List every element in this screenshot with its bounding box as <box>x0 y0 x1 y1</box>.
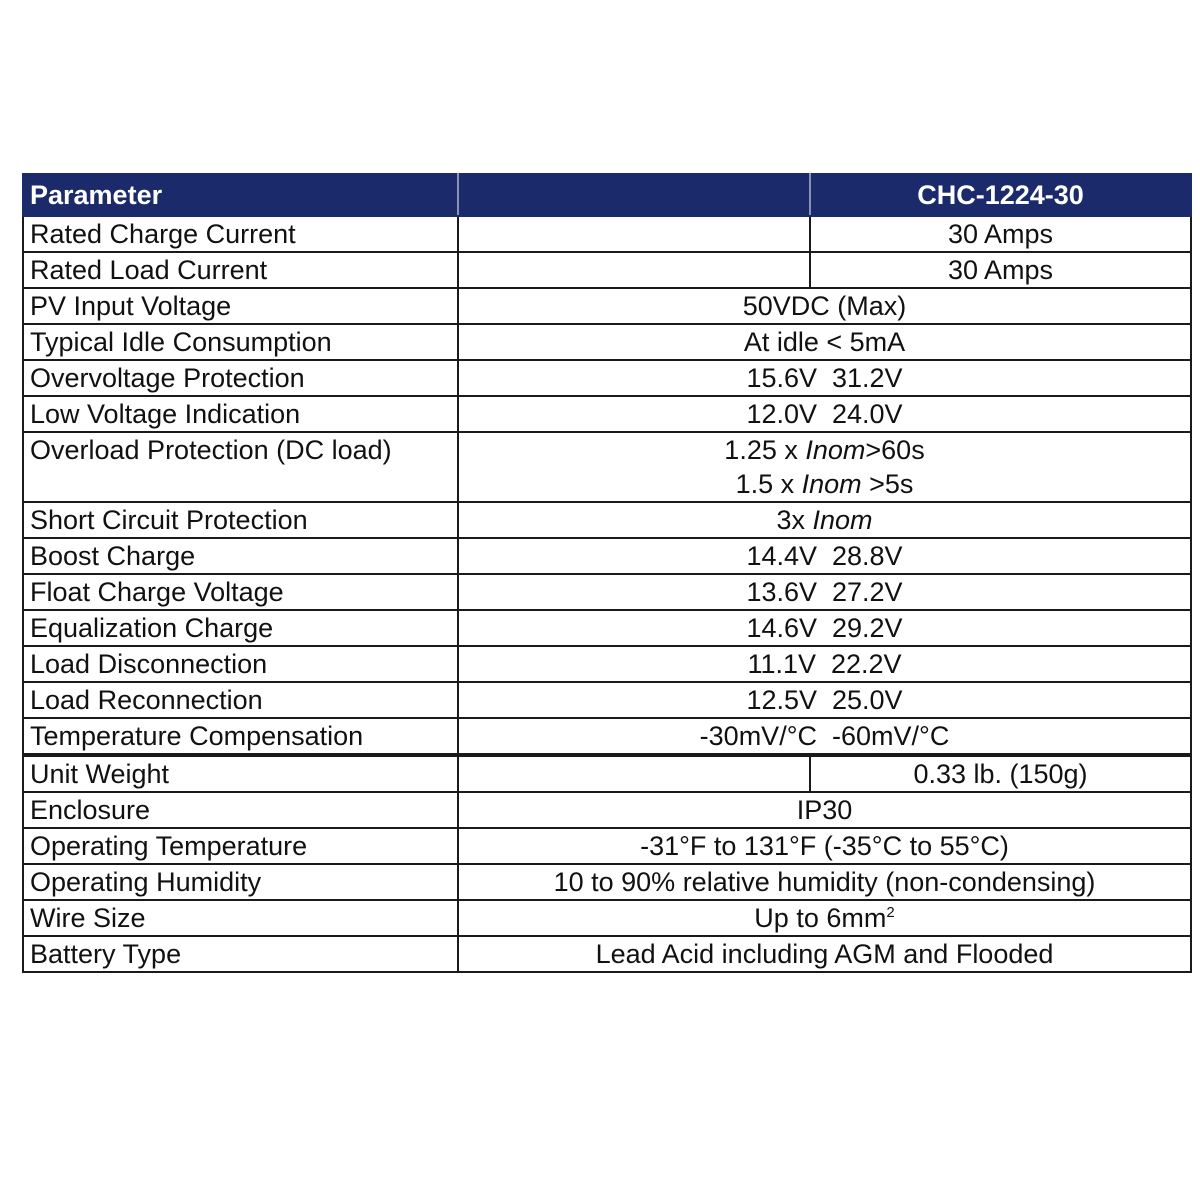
table-row <box>23 718 1191 755</box>
row-parameter: Operating Temperature <box>23 828 458 864</box>
row-value: IP30 <box>458 792 1191 828</box>
row-value: 11.1V 22.2V <box>458 646 1191 682</box>
table-row <box>23 755 1191 792</box>
table-row <box>23 360 1191 396</box>
row-parameter: Boost Charge <box>23 538 458 574</box>
value-prefix: 1.5 x <box>735 469 802 499</box>
table-row <box>23 324 1191 360</box>
row-parameter: Operating Humidity <box>23 864 458 900</box>
row-value <box>458 900 1191 936</box>
row-parameter: Load Reconnection <box>23 682 458 718</box>
value-line-1 <box>465 433 1184 467</box>
row-parameter: Float Charge Voltage <box>23 574 458 610</box>
header-middle <box>458 174 810 216</box>
row-value: 0.33 lb. (150g) <box>810 755 1191 792</box>
row-value <box>458 502 1191 538</box>
value-suffix: >5s <box>861 469 914 499</box>
table-row <box>23 396 1191 432</box>
row-value: 30 Amps <box>810 252 1191 288</box>
row-value: -30mV/°C -60mV/°C <box>458 718 1191 755</box>
value-suffix: >60s <box>865 435 925 465</box>
table-row <box>23 646 1191 682</box>
inom-label: Inom <box>805 435 866 465</box>
row-parameter: Unit Weight <box>23 755 458 792</box>
row-empty-cell <box>458 755 810 792</box>
row-parameter: Enclosure <box>23 792 458 828</box>
value-superscript: 2 <box>886 903 895 921</box>
inom-label: Inom <box>801 469 862 499</box>
row-value: 12.5V 25.0V <box>458 682 1191 718</box>
table-row <box>23 900 1191 936</box>
row-empty-cell <box>458 252 810 288</box>
row-parameter: Battery Type <box>23 936 458 972</box>
table-row <box>23 252 1191 288</box>
row-value: 12.0V 24.0V <box>458 396 1191 432</box>
row-parameter: Low Voltage Indication <box>23 396 458 432</box>
table-row <box>23 216 1191 252</box>
row-parameter: Typical Idle Consumption <box>23 324 458 360</box>
table-row <box>23 432 1191 502</box>
row-value: 14.6V 29.2V <box>458 610 1191 646</box>
table-header <box>23 174 1191 216</box>
inom-label: Inom <box>812 504 873 535</box>
table-body <box>23 216 1191 972</box>
row-parameter: Overvoltage Protection <box>23 360 458 396</box>
row-value: 30 Amps <box>810 216 1191 252</box>
value-prefix: 3x <box>776 504 813 535</box>
row-parameter: Equalization Charge <box>23 610 458 646</box>
header-row <box>23 174 1191 216</box>
spec-table <box>22 173 1192 973</box>
header-parameter: Parameter <box>23 174 458 216</box>
table-row <box>23 792 1191 828</box>
row-parameter: Temperature Compensation <box>23 718 458 755</box>
row-value: Lead Acid including AGM and Flooded <box>458 936 1191 972</box>
row-value: 15.6V 31.2V <box>458 360 1191 396</box>
row-parameter: Overload Protection (DC load) <box>23 432 458 502</box>
table-row <box>23 828 1191 864</box>
value-prefix: 1.25 x <box>724 435 806 465</box>
row-value: 50VDC (Max) <box>458 288 1191 324</box>
row-parameter: PV Input Voltage <box>23 288 458 324</box>
row-value <box>458 432 1191 502</box>
row-parameter: Load Disconnection <box>23 646 458 682</box>
row-value: 14.4V 28.8V <box>458 538 1191 574</box>
table-row <box>23 502 1191 538</box>
row-value: 10 to 90% relative humidity (non-condensing) <box>458 864 1191 900</box>
table-row <box>23 864 1191 900</box>
header-model: CHC-1224-30 <box>810 174 1191 216</box>
row-parameter: Short Circuit Protection <box>23 502 458 538</box>
value-prefix: Up to 6mm <box>754 902 887 933</box>
row-value: -31°F to 131°F (-35°C to 55°C) <box>458 828 1191 864</box>
table-row <box>23 574 1191 610</box>
table-row <box>23 610 1191 646</box>
row-value: At idle < 5mA <box>458 324 1191 360</box>
table-row <box>23 936 1191 972</box>
row-parameter: Wire Size <box>23 900 458 936</box>
table-row <box>23 288 1191 324</box>
row-value: 13.6V 27.2V <box>458 574 1191 610</box>
row-empty-cell <box>458 216 810 252</box>
table-row <box>23 682 1191 718</box>
value-line-2 <box>465 467 1184 501</box>
table-row <box>23 538 1191 574</box>
row-parameter: Rated Load Current <box>23 252 458 288</box>
row-parameter: Rated Charge Current <box>23 216 458 252</box>
